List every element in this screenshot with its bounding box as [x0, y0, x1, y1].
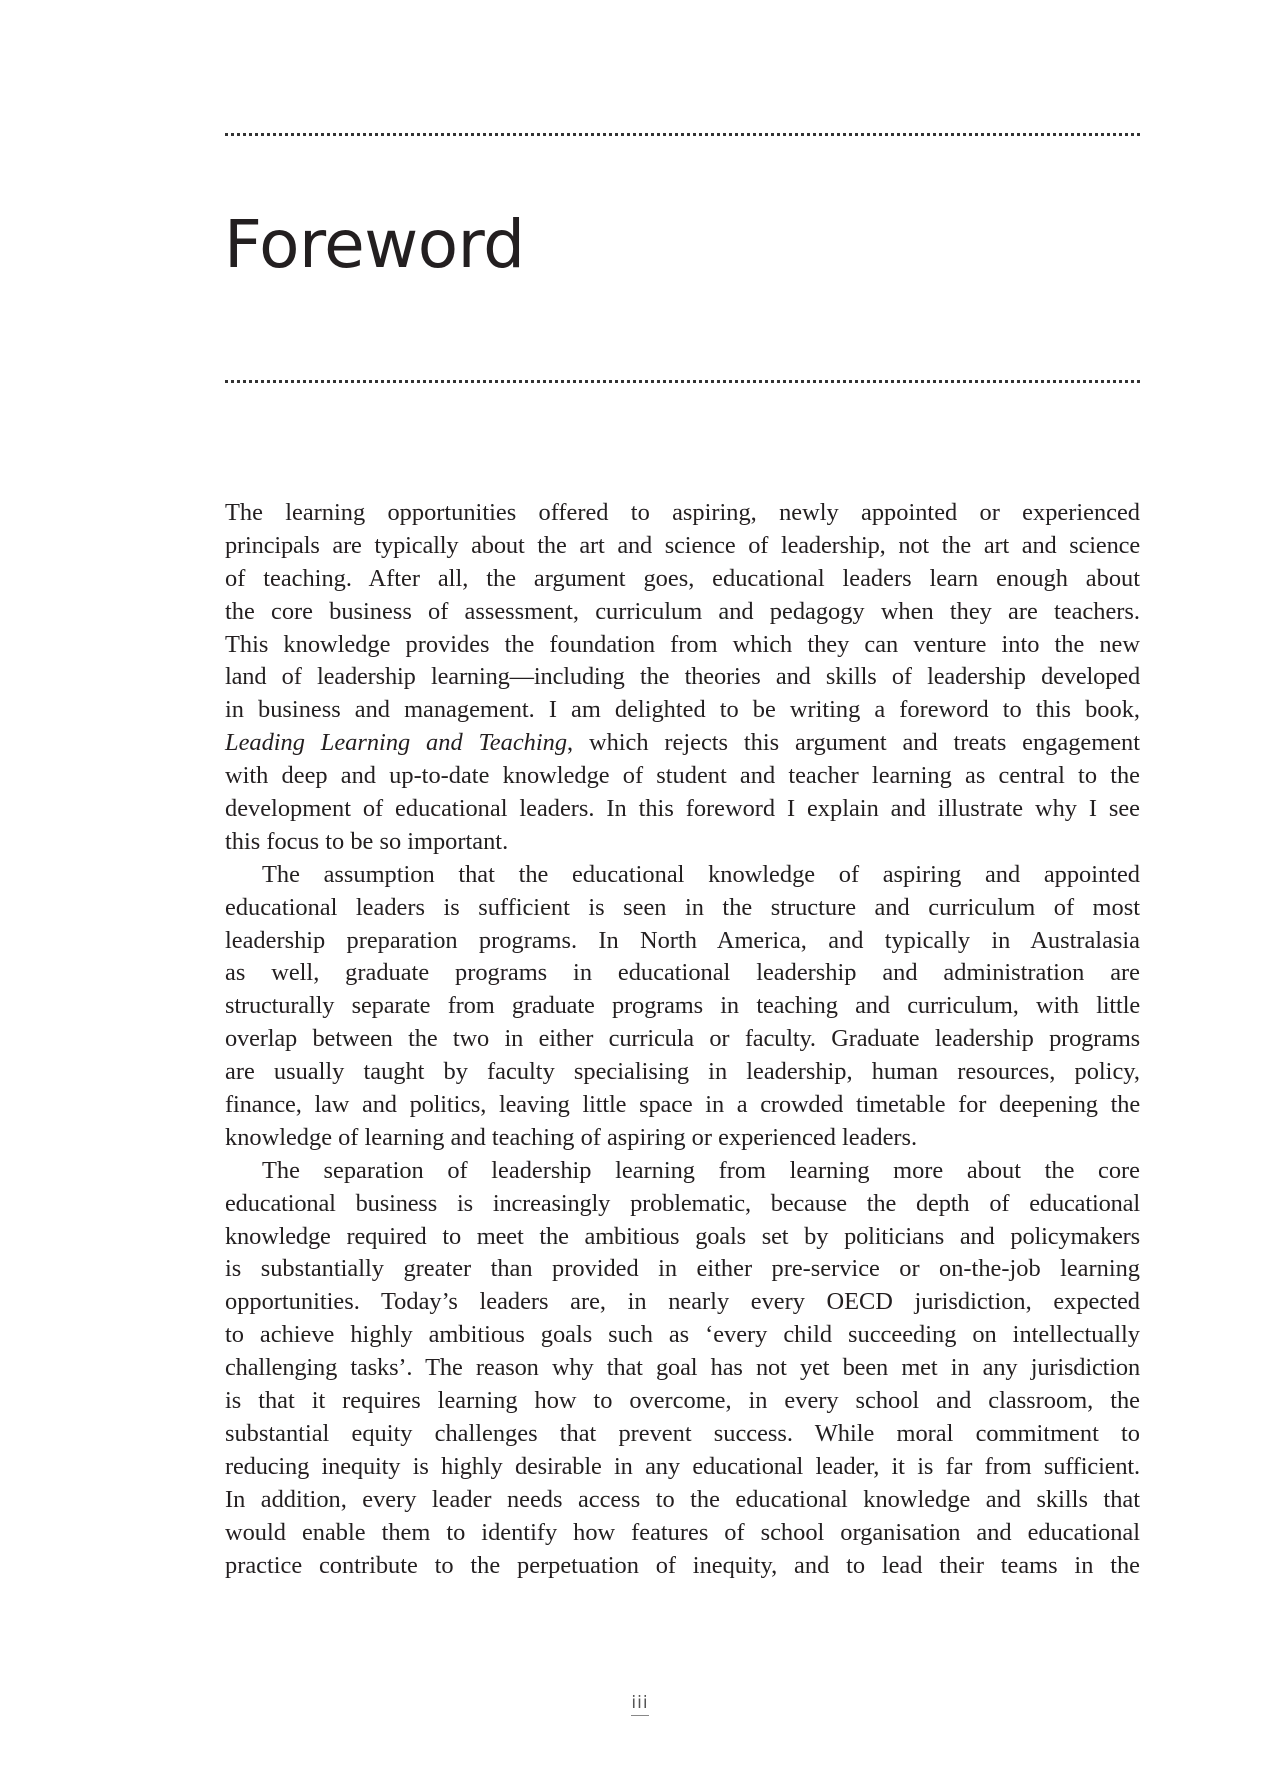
text-line: practice contribute to the perpetuation of inequity, and to lead their teams in the [225, 1551, 1140, 1579]
book-title: Leading Learning and Teaching [225, 729, 568, 757]
text-line: In addition, every leader needs access to the educational knowledge and skills that [225, 1485, 1140, 1513]
chapter-title: Foreword [224, 206, 525, 283]
text-line: in business and management. I am delighted to be writing a foreword to this book, [225, 696, 1140, 724]
text-line-with-book-title [225, 727, 1140, 760]
text-line: knowledge of learning and teaching of aspiring or experienced leaders. [225, 1123, 918, 1151]
text-line: land of leadership learning—including the theories and skills of leadership developed [225, 663, 1140, 691]
text-line: This knowledge provides the foundation from which they can venture into the new [225, 630, 1140, 658]
text-line: finance, law and politics, leaving little space in a crowded timetable for deepening the [225, 1091, 1140, 1119]
text-line: leadership preparation programs. In North America, and typically in Australasia [225, 926, 1140, 954]
text-line: educational business is increasingly problematic, because the depth of educational [225, 1189, 1140, 1217]
text-line: challenging tasks’. The reason why that goal has not yet been met in any jurisdiction [225, 1354, 1140, 1382]
text-line: as well, graduate programs in educational leadership and administration are [225, 959, 1140, 987]
text-line: structurally separate from graduate programs in teaching and curriculum, with little [225, 992, 1140, 1020]
text-line: are usually taught by faculty specialising in leadership, human resources, policy, [225, 1058, 1140, 1086]
text-line: with deep and up-to-date knowledge of student and teacher learning as central to the [225, 762, 1140, 790]
top-dotted-rule [225, 133, 1140, 136]
text-line: educational leaders is sufficient is seen in the structure and curriculum of most [225, 893, 1140, 921]
page-number [0, 1693, 1280, 1716]
text-line: the core business of assessment, curriculum and pedagogy when they are teachers. [225, 597, 1140, 625]
text-line: The learning opportunities offered to aspiring, newly appointed or experienced [225, 499, 1140, 526]
paragraph-3 [225, 1155, 1140, 1583]
text-line: The assumption that the educational knowledge of aspiring and appointed [262, 860, 1140, 888]
paragraph-1 [225, 497, 1140, 859]
text-line: overlap between the two in either curricula or faculty. Graduate leadership programs [225, 1025, 1140, 1053]
text-line: would enable them to identify how features of school organisation and educational [225, 1518, 1140, 1546]
text-line: knowledge required to meet the ambitious goals set by politicians and policymakers [225, 1222, 1140, 1250]
text-line: opportunities. Today’s leaders are, in nearly every OECD jurisdiction, expected [225, 1288, 1140, 1316]
text-line: is that it requires learning how to overcome, in every school and classroom, the [225, 1387, 1140, 1415]
text-line: principals are typically about the art and science of leadership, not the art and science [225, 531, 1140, 559]
bottom-dotted-rule [225, 380, 1140, 383]
text-line: this focus to be so important. [225, 827, 509, 855]
text-line: substantial equity challenges that prevent success. While moral commitment to [225, 1419, 1140, 1447]
page-number-label: iii [631, 1693, 648, 1716]
text-line: of teaching. After all, the argument goes, educational leaders learn enough about [225, 564, 1140, 592]
text-line: reducing inequity is highly desirable in any educational leader, it is far from sufficient. [225, 1452, 1140, 1480]
foreword-body [225, 497, 1140, 1582]
text-line: is substantially greater than provided in either pre-service or on-the-job learning [225, 1255, 1140, 1283]
text-line: The separation of leadership learning from learning more about the core [262, 1156, 1140, 1184]
text-line: development of educational leaders. In this foreword I explain and illustrate why I see [225, 795, 1140, 823]
text-line: to achieve highly ambitious goals such as ‘every child succeeding on intellectually [225, 1321, 1140, 1349]
text-fragment: , which rejects this argument and treats engagement [567, 729, 1140, 757]
paragraph-2 [225, 859, 1140, 1155]
